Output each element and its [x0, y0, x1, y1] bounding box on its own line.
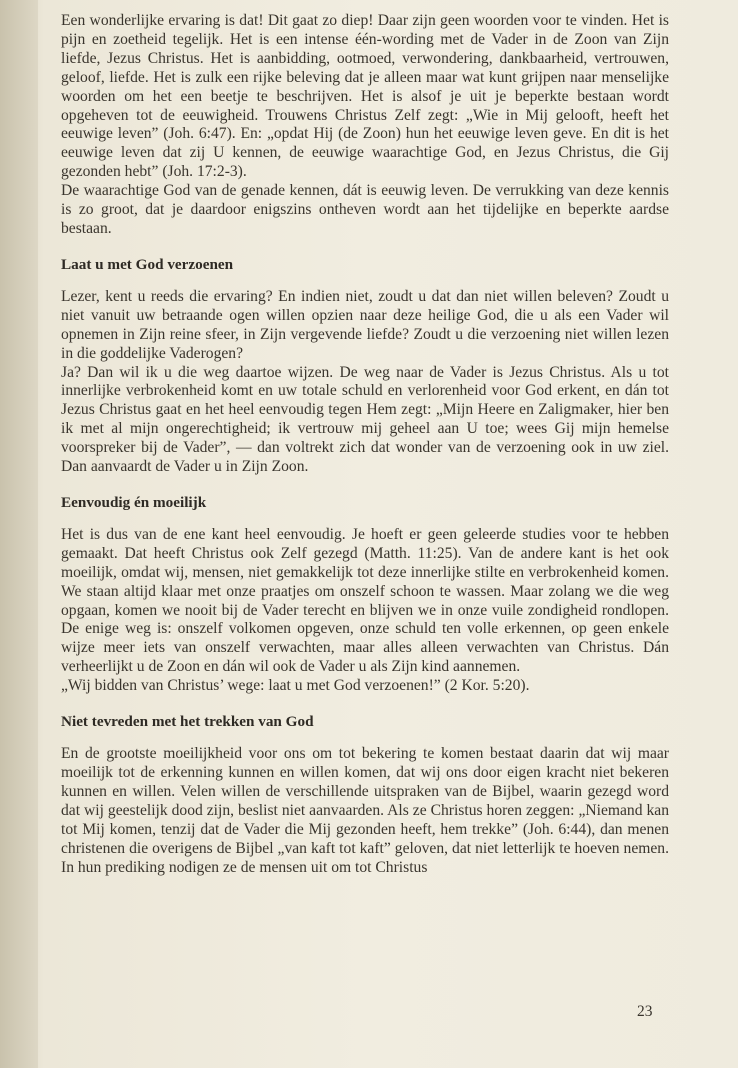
section-heading: Niet tevreden met het trekken van God [61, 713, 314, 731]
paragraph: „Wij bidden van Christus’ wege: laat u met God verzoenen!” (2 Kor. 5:20). [61, 677, 530, 695]
paragraph: Het is dus van de ene kant heel eenvoudig. Je hoeft er geen geleerde studies voor te hebben gemaakt. Dat heeft Christus ook Zelf gezegd (Matth. 11:25). Van de andere kant is het ook moeilijk, omdat wij, mensen, niet gemakkelijk tot deze innerlijke stilte en verbrokenheid komen. We staan altijd klaar met onze praatjes om onszelf schoon te wassen. Maar zolang we die weg opgaan, komen we nooit bij de Vader terecht en blijven we in onze vuile zondigheid rondlopen. De enige weg is: onszelf volkomen opgeven, onze schuld ten volle erkennen, op geen enkele wijze meer iets van onszelf verwachten, maar alles alleen verwachten van Christus. Dán verheerlijkt u de Zoon en dán wil ook de Vader u als Zijn kind aannemen. [61, 525, 669, 676]
section-heading: Laat u met God verzoenen [61, 255, 234, 273]
section-heading: Eenvoudig én moeilijk [61, 493, 207, 511]
paragraph: Een wonderlijke ervaring is dat! Dit gaat zo diep! Daar zijn geen woorden voor te vinden. Het is pijn en zoetheid tegelijk. Het is een intense één-wording met de Vader in de Zoon van Zijn liefde, Jezus Christus. Het is aanbidding, ootmoed, verwondering, dankbaarheid, vertrouwen, geloof, liefde. Het is zulk een rijke beleving dat je alleen maar wat kunt grijpen naar menselijke woorden om het een beetje te beschrijven. Het is alsof je uit je beperkte bestaan wordt opgeheven tot de eeuwigheid. Trouwens Christus Zelf zegt: „Wie in Mij gelooft, heeft het eeuwige leven” (Joh. 6:47). En: „opdat Hij (de Zoon) hun het eeuwige leven geve. En dit is het eeuwige leven dat zij U kennen, de eeuwige waarachtige God, en Jezus Christus, die Gij gezonden hebt” (Joh. 17:2-3). [61, 12, 669, 181]
paragraph: De waarachtige God van de genade kennen, dát is eeuwig leven. De verrukking van deze kennis is zo groot, dat je daardoor enigszins ontheven wordt aan het tijdelijke en beperkte aardse bestaan. [61, 182, 669, 237]
page-gutter [0, 0, 38, 1068]
paragraph: Ja? Dan wil ik u die weg daartoe wijzen. De weg naar de Vader is Jezus Christus. Als u tot innerlijke verbrokenheid komt en uw totale schuld en verlorenheid voor God erkent, en dán tot Jezus Christus gaat en het heel eenvoudig tegen Hem zegt: „Mijn Heere en Zaligmaker, hier ben ik met al mijn ongerechtigheid; ik vertrouw mij geheel aan U toe; wees Gij mijn hemelse voorspreker bij de Vader”, — dan voltrekt zich dat wonder van de verzoening ook in uw ziel. Dan aanvaardt de Vader u in Zijn Zoon. [61, 363, 669, 476]
page-number: 23 [637, 1003, 653, 1020]
paragraph: En de grootste moeilijkheid voor ons om tot bekering te komen bestaat daarin dat wij maar moeilijk tot de erkenning kunnen en willen komen, dat wij ons door eigen kracht niet bekeren kunnen en willen. Velen willen de verschillende uitspraken van de Bijbel, waarin gezegd word dat wij geestelijk dood zijn, beslist niet aanvaarden. Als ze Christus horen zeggen: „Niemand kan tot Mij komen, tenzij dat de Vader die Mij gezonden heeft, hem trekke” (Joh. 6:44), dan menen christenen die overigens de Bijbel „van kaft tot kaft” geloven, dat niet letterlijk te hoeven nemen. In hun prediking nodigen ze de mensen uit om tot Christus [61, 745, 669, 876]
body-text [61, 12, 669, 877]
paragraph: Lezer, kent u reeds die ervaring? En indien niet, zoudt u dat dan niet willen beleven? Zoudt u niet vanuit uw betraande ogen willen opzien naar deze heilige God, die u als een Vader wil opnemen in Zijn reine sfeer, in Zijn vergevende liefde? Zoudt u die verzoening niet willen lezen in die goddelijke Vaderogen? [61, 287, 669, 362]
